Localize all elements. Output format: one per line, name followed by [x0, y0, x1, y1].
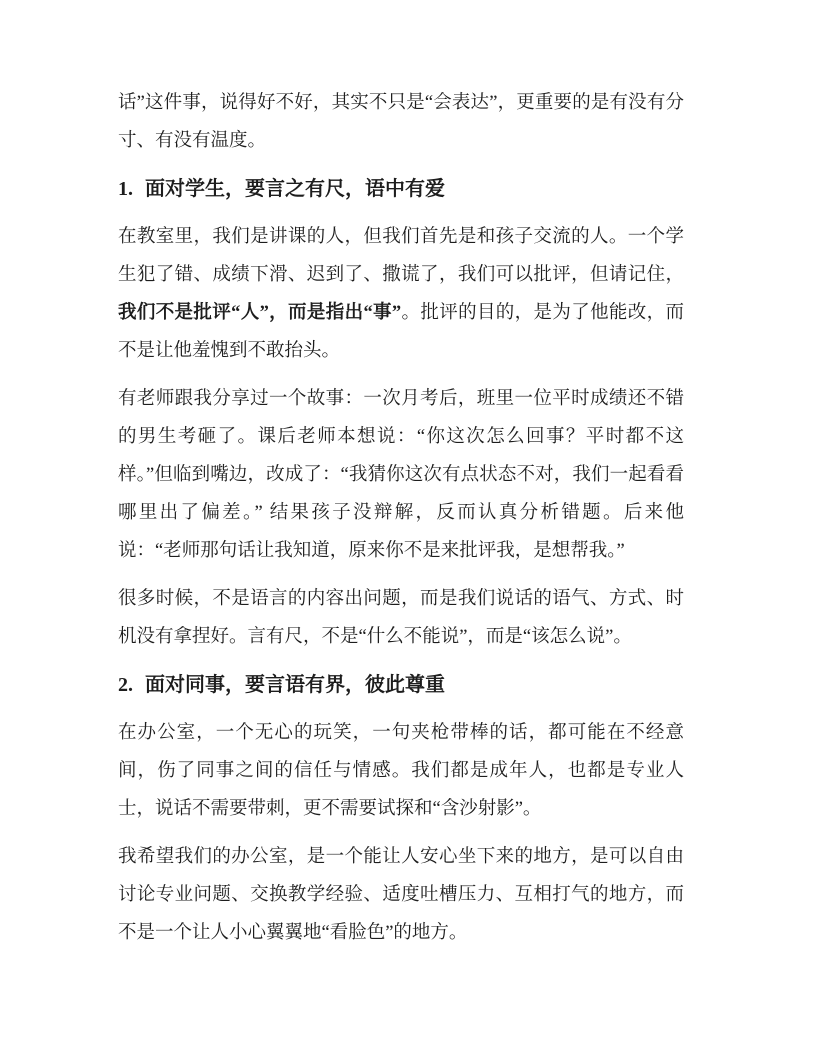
section-2-heading	[118, 666, 684, 704]
paragraph-teacher-story: 有老师跟我分享过一个故事：一次月考后，班里一位平时成绩还不错的男生考砸了。课后老师本想说：“你这次怎么回事？平时都不这样。”但临到嘴边，改成了：“我猜你这次有点状态不对，我们一起看看哪里出了偏差。” 结果孩子没辩解，反而认真分析错题。后来他说：“老师那句话让我知道，原来你不是来批评我，是想帮我。”	[118, 389, 684, 561]
paragraph-office-jokes: 在办公室，一个无心的玩笑，一句夹枪带棒的话，都可能在不经意间，伤了同事之间的信任与情感。我们都是成年人，也都是专业人士，说话不需要带刺，更不需要试探和“含沙射影”。	[118, 723, 684, 819]
section-1-heading	[118, 170, 684, 208]
paragraph-student-criticism	[118, 218, 684, 370]
paragraph-student-criticism-lead: 在教室里，我们是讲课的人，但我们首先是和孩子交流的人。一个学生犯了错、成绩下滑、迟到了、撒谎了，我们可以批评，但请记住，	[118, 227, 684, 285]
paragraph-tone-summary: 很多时候，不是语言的内容出问题，而是我们说话的语气、方式、时机没有拿捏好。言有尺，不是“什么不能说”，而是“该怎么说”。	[118, 589, 684, 647]
section-1-number: 1.	[118, 178, 133, 200]
paragraph-student-criticism-emphasis: 我们不是批评“人”，而是指出“事”	[118, 303, 402, 323]
section-2-title: 面对同事，要言语有界，彼此尊重	[145, 674, 445, 696]
paragraph-office-hope: 我希望我们的办公室，是一个能让人安心坐下来的地方，是可以自由讨论专业问题、交换教学经验、适度吐槽压力、互相打气的地方，而不是一个让人小心翼翼地“看脸色”的地方。	[118, 847, 684, 943]
paragraph-student-criticism-tail: 。批评的目的，是为了他能改，而不是让他羞愧到不敢抬头。	[118, 303, 684, 361]
section-2-number: 2.	[118, 674, 133, 696]
section-1-title: 面对学生，要言之有尺，语中有爱	[145, 178, 445, 200]
document-content	[118, 84, 684, 962]
intro-paragraph: 话”这件事，说得好不好，其实不只是“会表达”，更重要的是有没有分寸、有没有温度。	[118, 93, 684, 151]
